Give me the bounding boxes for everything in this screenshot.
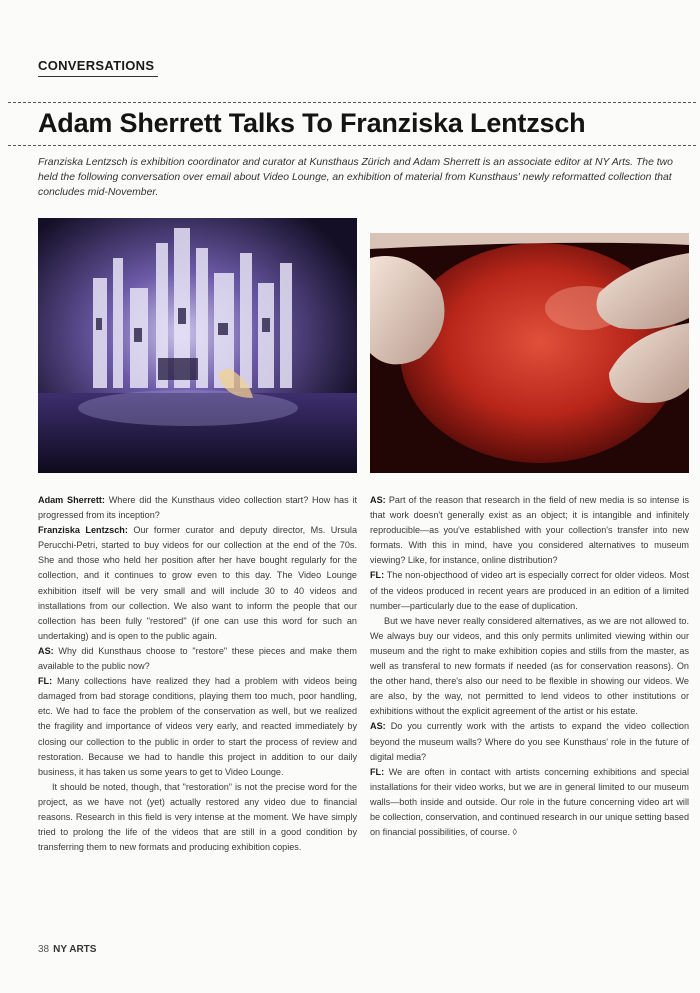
speaker-label: FL:: [370, 766, 385, 777]
paragraph: [38, 674, 357, 780]
paragraph: [370, 719, 689, 764]
paragraph: [370, 568, 689, 613]
speaker-label: FL:: [370, 570, 385, 581]
section-label: CONVERSATIONS: [38, 58, 155, 73]
article-title: Adam Sherrett Talks To Franziska Lentzsch: [38, 108, 586, 138]
speaker-label: AS:: [370, 495, 386, 505]
article-column-left: [38, 493, 357, 855]
paragraph: [370, 493, 689, 568]
paragraph: [38, 493, 357, 523]
strawberry-image: [370, 233, 689, 473]
section-underline: [38, 76, 158, 77]
paragraph-text: Why did Kunsthaus choose to "restore" these pieces and make them available to the public now?: [38, 645, 357, 672]
article-intro: Franziska Lentzsch is exhibition coordinator and curator at Kunsthaus Zürich and Adam Sherrett is an associate editor at NY Arts. The two held the following conversation over email about Video Lounge, an exhibition of material from Kunsthaus' newly reformatted collection that concludes mid-November.: [38, 157, 673, 198]
paragraph-text: Do you currently work with the artists to expand the video collection beyond the museum walls? Where do you see Kunsthaus' role in the future of digital media?: [370, 721, 689, 762]
paragraph-text: Many collections have realized they had a problem with videos being damaged from bad storage conditions, playing them too much, poor handling, etc. We had to face the problem of the conservation as well, but we realized the fragility and importance of videos very early, and reacted immediately by closing our collection to the public in order to start the process of review and restoration. Because we had to handle this project in addition to our daily business, it has taken us some years to get to Video Lounge.: [38, 676, 357, 777]
strawberry-photo: [370, 233, 689, 473]
paragraph-text: Our former curator and deputy director, Ms. Ursula Perucchi-Petri, started to buy videos for our collection at the end of the 70s. She and those who held her position after her have bought regularly for the collection, and it continues to grow even to this day. The Video Lounge exhibition itself will be very small and will include 30 to 40 videos and installations from our collection. We also want to inform the people that our collection has been fully "restored" (if one can use this word for such an undertaking) and is open to the public again.: [38, 525, 358, 641]
article-column-right: [370, 493, 689, 840]
paragraph: [370, 765, 689, 840]
glass-sculpture-image: [38, 218, 357, 473]
paragraph-text: We are often in contact with artists concerning exhibitions and special installations for their video works, but we are in general limited to our museum walls—both inside and outside. Our role in the future concerning video art will be collection, conservation, and continued research in our unique setting based on financial possibilities, of course. ◊: [370, 766, 689, 838]
title-divider-top: [8, 102, 696, 103]
paragraph: [38, 644, 357, 674]
paragraph-text: But we have never really considered alternatives, as we are not allowed to. We always buy our videos, and this only permits unlimited viewing within our museum and the right to make exhibition copies and stills from the master, as well as transferal to new formats if needed (as for conservation reasons). On the other hand, there's also our need to be flexible in showing our videos. We are also, by the way, not permitted to lend videos to other institutions or exhibitions without the explicit agreement of the artist or his estate.: [370, 615, 689, 717]
speaker-label: AS:: [370, 721, 386, 732]
speaker-label: Franziska Lentzsch:: [38, 525, 128, 536]
paragraph: [38, 780, 357, 855]
page-footer: [38, 944, 96, 955]
speaker-label: FL:: [38, 676, 53, 687]
paragraph-text: The non-objecthood of video art is especially correct for older videos. Most of the videos produced in recent years are produced in an edition of a limited number—particularly due to the ease of duplication.: [370, 570, 689, 611]
speaker-label: Adam Sherrett:: [38, 495, 105, 505]
paragraph-text: It should be noted, though, that "restoration" is not the precise word for the project, as we have not (yet) actually restored any video due to financial reasons. Research in this field is very intense at the moment. We have simply tried to prolong the life of the videos that are still in a good condition by transferring them to new formats and producing exhibition copies.: [38, 781, 357, 853]
speaker-label: AS:: [38, 645, 54, 656]
glass-sculpture-photo: [38, 218, 357, 473]
paragraph: [370, 614, 689, 720]
page-number: 38: [38, 944, 50, 955]
paragraph-text: Where did the Kunsthaus video collection start? How has it progressed from its inception?: [38, 495, 357, 521]
publication-name: NY ARTS: [53, 944, 97, 955]
paragraph: [38, 523, 357, 644]
paragraph-text: Part of the reason that research in the field of new media is so intense is that work doesn't generally exist as an object; it is intangible and infinitely reproducible—as you've established with your collection's transfer into new formats. With this in mind, have you considered alternatives to museum viewing? Like, for instance, online distribution?: [370, 495, 689, 566]
title-divider-bottom: [8, 145, 696, 146]
